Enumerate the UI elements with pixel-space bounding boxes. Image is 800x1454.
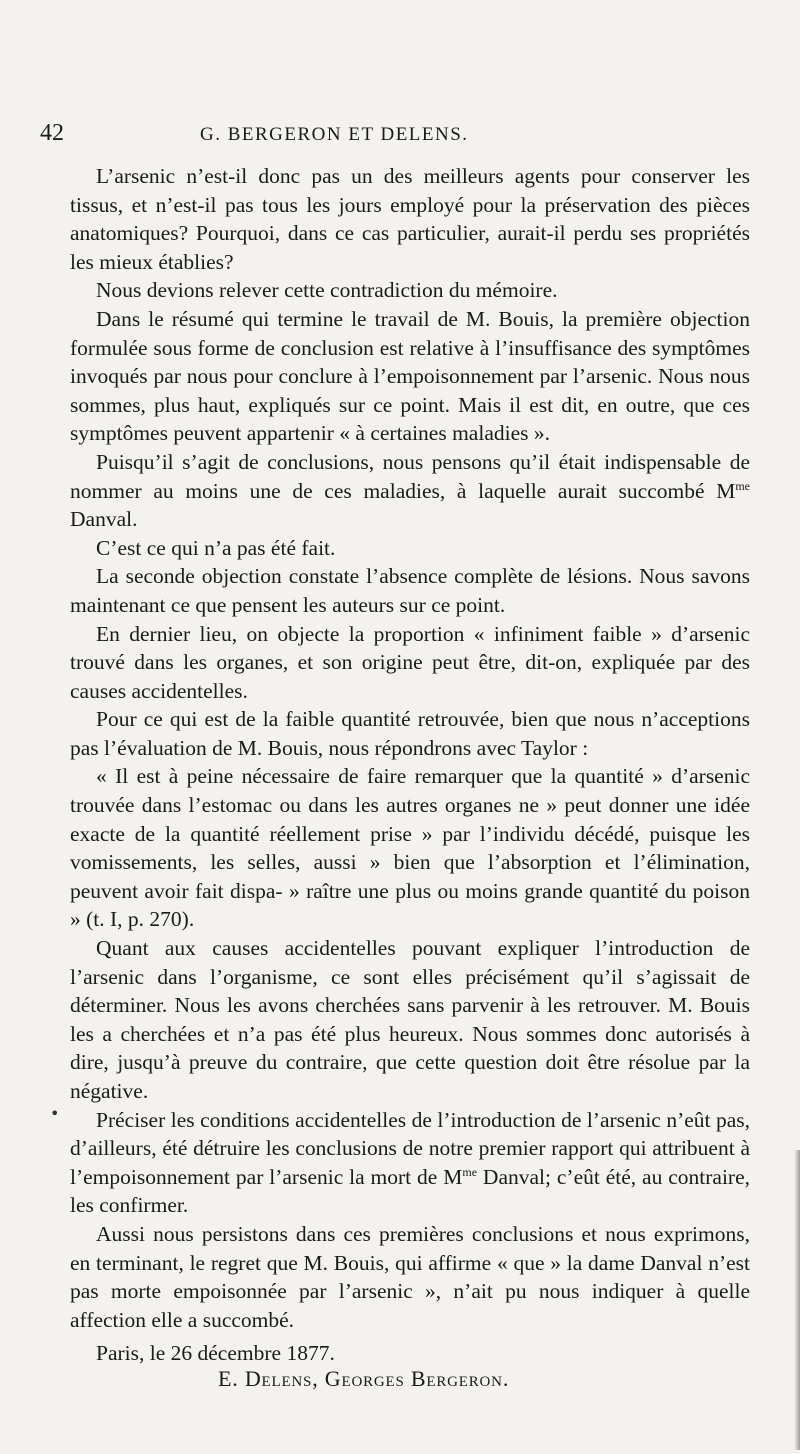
paragraph: En dernier lieu, on objecte la proportion « infiniment faible » d’arsenic trouvé dans les organes, et son origine peut être, dit-on, expliquée par des causes accidentelles. [70,621,750,703]
paragraph-text: Danval. [70,507,138,532]
superscript: me [735,478,750,493]
paragraph [70,448,750,534]
paragraph: L’arsenic n’est-il donc pas un des meilleurs agents pour conserver les tissus, et n’est-il pas tous les jours employé pour la préservation des pièces anatomiques? Pourquoi, dans ce cas particulier, aurait-il perdu ses propriétés les mieux établies? [70,164,750,274]
paragraph: Nous devions relever cette contradiction du mémoire. [96,278,558,303]
superscript: me [462,1164,478,1179]
page-number: 42 [40,120,64,146]
paragraph-text: Puisqu’il s’agit de conclusions, nous pensons qu’il était indispensable de nommer au moins une de ces maladies, à laquelle aurait succombé M [70,449,750,503]
paragraph: Dans le résumé qui termine le travail de M. Bouis, la première objection formulée sous forme de conclusion est relative à l’insuffisance des symptômes invoqués par nous pour conclure à l’empoisonnement par l’arsenic. Nous nous sommes, plus haut, expliqués sur ce point. Mais il est dit, en outre, que ces symptômes peuvent appartenir « à certaines maladies ». [70,306,750,446]
margin-mark: • [50,1104,60,1123]
quotation: « Il est à peine nécessaire de faire remarquer que la quantité » d’arsenic trouvée dans l’estomac ou dans les autres organes ne » peut donner une idée exacte de la quantité réellement prise » par l’individu décédé, puisque les vomissements, les selles, aussi » bien que l’absorption et l’élimination, peuvent avoir fait dispa- » raître une plus ou moins grande quantité du poison » (t. I, p. 270). [70,764,750,932]
paragraph: Quant aux causes accidentelles pouvant expliquer l’introduction de l’arsenic dans l’organisme, ce sont elles précisément qu’il s’agissait de déterminer. Nous les avons cherchées sans parvenir à les retrouver. M. Bouis les a cherchées et n’a pas été plus heureux. Nous sommes donc autorisés à dire, jusqu’à preuve du contraire, que cette question doit être résolue par la négative. [70,936,750,1103]
paragraph [70,1106,750,1220]
page-header [40,120,760,150]
body-text [70,162,750,1334]
signature: E. Delens, Georges Bergeron. [218,1366,510,1391]
running-head: G. BERGERON ET DELENS. [200,124,469,145]
paragraph-text: Préciser les conditions accidentelles de l’introduction de l’arsenic n’eût pas, d’ailleurs, été détruire les conclusions de notre premier rapport qui attribuent à l’empoisonnement par l’arsenic la mort de M [70,1107,750,1189]
paragraph: La seconde objection constate l’absence complète de lésions. Nous savons maintenant ce que pensent les auteurs sur ce point. [70,564,750,617]
page-edge-shadow [794,1150,800,1450]
paragraph: Aussi nous persistons dans ces premières conclusions et nous exprimons, en terminant, le regret que M. Bouis, qui affirme « que » la dame Danval n’est pas morte empoisonnée par l’arsenic », n’ait pu nous indiquer à quelle affection elle a succombé. [70,1221,750,1332]
paragraph-text: Danval; c’eût été, au contraire, les confirmer. [70,1164,750,1218]
place-date: Paris, le 26 décembre 1877. [96,1341,335,1365]
paragraph: Pour ce qui est de la faible quantité retrouvée, bien que nous n’acceptions pas l’évaluation de M. Bouis, nous répondrons avec Taylor : [70,707,750,760]
paragraph: C’est ce qui n’a pas été fait. [96,535,336,560]
